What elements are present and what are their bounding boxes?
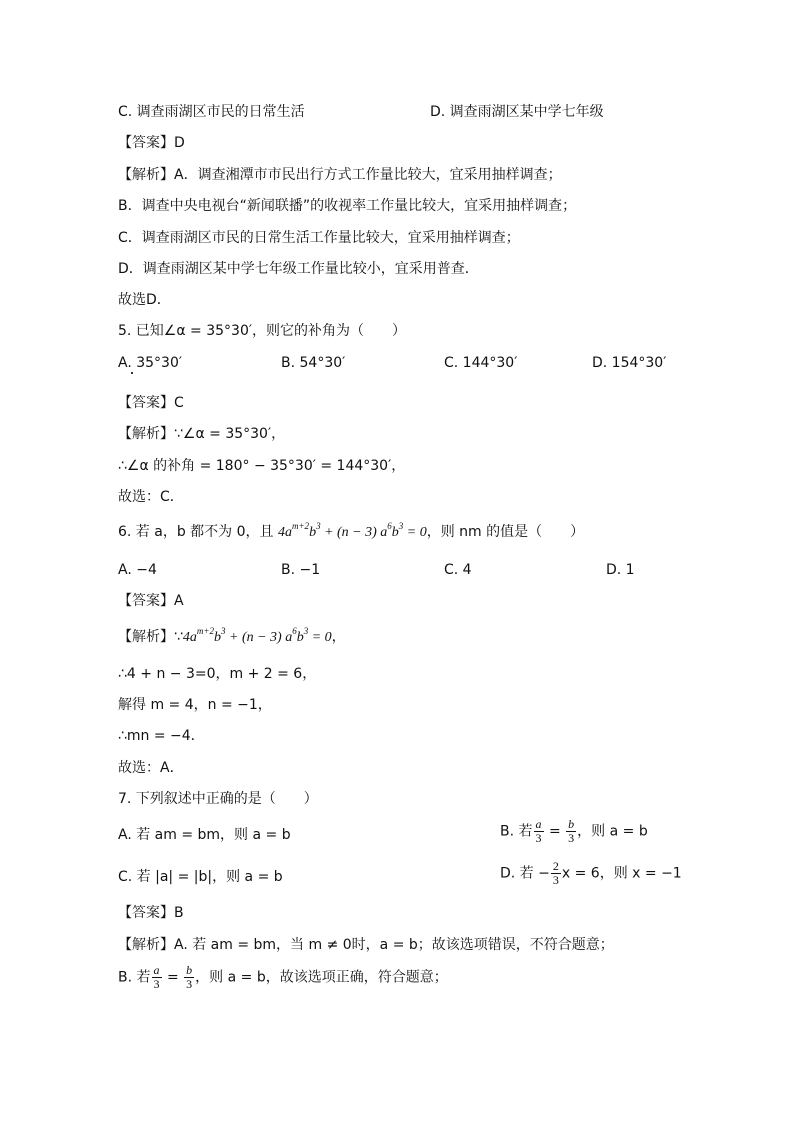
q7-answer: 【答案】B <box>118 905 184 921</box>
q4-choose: 故选D． <box>118 292 171 308</box>
q4-explanation-b: B．调查中央电视台“新闻联播”的收视率工作量比较大，宜采用抽样调查； <box>118 198 577 214</box>
q6-explanation-4: ∴mn = −4． <box>118 728 205 744</box>
q6-stem <box>118 522 584 543</box>
q5-option-c: C. 144°30′ <box>444 355 518 371</box>
q7-explanation-b: B. 若 $\frac{a}{3}$ = $\frac{b}{3}$ ，则 a = b，故该选项正确，符合题意； <box>118 963 448 991</box>
q7-option-c: C. 若 |a| = |b|，则 a = b <box>118 869 283 885</box>
q6-choose: 故选：A． <box>118 760 184 776</box>
q5-answer: 【答案】C <box>118 395 184 411</box>
q6-option-d: D. 1 <box>606 562 635 578</box>
q5-choose: 故选：C． <box>118 489 184 505</box>
q4-explanation-a: 【解析】A．调查湘潭市市民出行方式工作量比较大，宜采用抽样调查； <box>118 167 562 183</box>
fraction-2-over-3: $\frac{2}{3}$ <box>552 859 559 887</box>
q6-option-a: A. −4 <box>118 562 157 578</box>
fraction-a-over-3: $\frac{a}{3}$ <box>535 817 542 845</box>
q6-option-c: C. 4 <box>444 562 472 578</box>
q5-option-d: D. 154°30′ <box>592 355 667 371</box>
q4-explanation-c: C．调查雨湖区市民的日常生活工作量比较大，宜采用抽样调查； <box>118 230 520 246</box>
q5-option-b: B. 54°30′ <box>281 355 346 371</box>
q6-explanation-1: 【解析】$\because 4a^{m+2}b^3 + (n - 3) a^6b^3 = 0$， <box>118 626 346 645</box>
q4-option-d: D. 调查雨湖区某中学七年级 <box>430 104 604 120</box>
q7-option-a: A. 若 am = bm，则 a = b <box>118 827 291 843</box>
fraction-b-over-3: $\frac{b}{3}$ <box>568 817 575 845</box>
q6-option-b: B. −1 <box>281 562 321 578</box>
fraction-a-over-3: $\frac{a}{3}$ <box>153 963 160 991</box>
q7-option-b: B. 若 $\frac{a}{3}$ = $\frac{b}{3}$ ，则 a = b <box>500 817 648 845</box>
q4-option-c: C. 调查雨湖区市民的日常生活 <box>118 104 305 120</box>
q5-explanation-1: 【解析】∵∠α = 35°30′， <box>118 426 286 442</box>
q6-stem-post: ，则 nm 的值是（ ） <box>426 524 585 540</box>
q6-answer: 【答案】A <box>118 593 184 609</box>
q7-stem: 7. 下列叙述中正确的是（ ） <box>118 791 318 807</box>
q6-explanation-3: 解得 m = 4，n = −1， <box>118 697 272 713</box>
q5-stem: 5. 已知∠α = 35°30′，则它的补角为（ ） <box>118 323 407 339</box>
q5-explanation-2: ∴∠α 的补角 = 180° − 35°30′ = 144°30′， <box>118 458 406 474</box>
stray-dot <box>131 372 133 374</box>
q6-explanation-equation: $4a^{m+2}b^3 + (n - 3) a^6b^3 = 0$ <box>182 626 332 645</box>
fraction-b-over-3: $\frac{b}{3}$ <box>186 963 193 991</box>
q7-option-d: D. 若 − $\frac{2}{3}$ x = 6，则 x = −1 <box>500 859 682 887</box>
q6-explanation-2: ∴4 + n − 3=0，m + 2 = 6， <box>118 666 317 682</box>
q4-answer: 【答案】D <box>118 135 185 151</box>
q7-explanation-a: 【解析】A. 若 am = bm，当 m ≠ 0时，a = b；故该选项错误，不符合题意； <box>118 937 614 953</box>
q6-stem-pre: 6. 若 a，b 都不为 0，且 <box>118 524 278 540</box>
q4-explanation-d: D．调查雨湖区某中学七年级工作量比较小，宜采用普查． <box>118 261 479 277</box>
q5-option-a: A. 35°30′ <box>118 355 183 371</box>
q6-equation: $4a^{m+2}b^3 + (n - 3) a^6b^3 = 0$ <box>277 521 427 540</box>
